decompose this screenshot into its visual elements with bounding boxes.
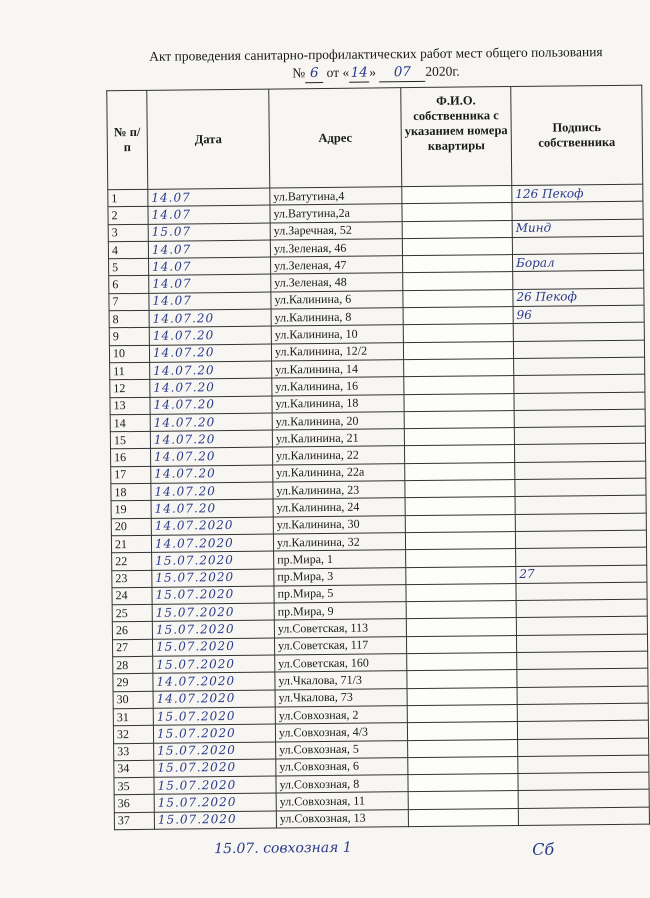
- row-address: ул.Калинина, 22а: [273, 463, 405, 482]
- row-number: 16: [111, 449, 151, 467]
- row-signature: [516, 617, 647, 636]
- row-date: 14.07: [149, 257, 271, 276]
- row-address: ул.Чкалова, 71/3: [275, 671, 407, 690]
- row-signature: [515, 478, 646, 497]
- row-signature: [514, 409, 645, 428]
- row-number: 13: [110, 397, 150, 415]
- row-address: пр.Мира, 3: [274, 567, 406, 586]
- row-number: 3: [108, 224, 148, 242]
- row-signature: [518, 755, 649, 774]
- row-number: 19: [111, 501, 151, 519]
- row-date: 14.07.20: [150, 378, 272, 397]
- row-fio: [404, 428, 514, 446]
- row-fio: [405, 462, 515, 480]
- row-address: ул.Совхозная, 4/3: [275, 723, 407, 742]
- row-signature: [517, 720, 648, 739]
- row-signature: [514, 392, 645, 411]
- row-number: 26: [112, 622, 152, 640]
- row-fio: [403, 307, 513, 325]
- row-number: 5: [109, 259, 149, 277]
- row-address: ул.Советская, 160: [275, 654, 407, 673]
- row-address: ул.Калинина, 14: [272, 360, 404, 379]
- row-date: 15.07.2020: [152, 638, 274, 657]
- row-fio: [408, 808, 518, 826]
- row-address: ул.Калинина, 20: [272, 412, 404, 431]
- row-number: 9: [109, 328, 149, 346]
- row-number: 21: [111, 535, 151, 553]
- row-date: 15.07.2020: [152, 603, 274, 622]
- row-signature: [513, 323, 644, 342]
- row-address: пр.Мира, 1: [274, 550, 406, 569]
- row-signature: Борал: [512, 253, 643, 272]
- row-address: пр.Мира, 9: [274, 602, 406, 621]
- row-fio: [408, 756, 518, 774]
- row-fio: [407, 722, 517, 740]
- row-signature: [515, 461, 646, 480]
- row-date: 14.07.2020: [153, 672, 275, 691]
- row-number: 4: [108, 241, 148, 259]
- row-fio: [406, 635, 516, 653]
- row-date: 15.07.2020: [153, 655, 275, 674]
- row-signature: [514, 374, 645, 393]
- act-month: 07: [379, 63, 425, 82]
- row-fio: [407, 687, 517, 705]
- row-address: ул.Калинина, 24: [273, 498, 405, 517]
- row-number: 22: [112, 553, 152, 571]
- row-number: 33: [114, 743, 154, 761]
- row-date: 14.07.20: [150, 430, 272, 449]
- row-signature: [516, 634, 647, 653]
- row-fio: [405, 514, 515, 532]
- row-number: 29: [113, 674, 153, 692]
- row-number: 17: [111, 466, 151, 484]
- row-signature: [515, 513, 646, 532]
- row-date: 14.07.20: [151, 465, 273, 484]
- row-fio: [404, 445, 514, 463]
- row-address: ул.Совхозная, 6: [276, 757, 408, 776]
- row-date: 15.07.2020: [153, 707, 275, 726]
- row-signature: [517, 651, 648, 670]
- row-fio: [408, 791, 518, 809]
- act-day: 14: [349, 64, 369, 83]
- row-fio: [402, 237, 512, 255]
- row-signature: [515, 495, 646, 514]
- row-number: 15: [110, 431, 150, 449]
- row-signature: [518, 790, 649, 809]
- row-number: 11: [110, 362, 150, 380]
- row-signature: 27: [516, 565, 647, 584]
- row-fio: [404, 376, 514, 394]
- row-address: ул.Калинина, 12/2: [271, 342, 403, 361]
- row-date: 14.07.2020: [151, 517, 273, 536]
- row-fio: [408, 774, 518, 792]
- row-number: 1: [108, 189, 148, 207]
- row-fio: [405, 480, 515, 498]
- row-signature: [518, 807, 649, 826]
- col-fio-header: Ф.И.О. собственника с указанием номера квартиры: [401, 87, 512, 187]
- row-date: 15.07.2020: [154, 793, 276, 812]
- row-signature: [515, 530, 646, 549]
- title-line-2: № 6 от «14» 07 2020г.: [96, 61, 650, 86]
- row-date: 14.07.20: [151, 482, 273, 501]
- row-date: 14.07.2020: [153, 690, 275, 709]
- row-date: 15.07.2020: [152, 586, 274, 605]
- row-fio: [407, 670, 517, 688]
- table-header-row: [107, 85, 643, 190]
- row-signature: [516, 547, 647, 566]
- row-address: ул.Советская, 117: [274, 636, 406, 655]
- row-date: 15.07.2020: [152, 551, 274, 570]
- row-fio: [408, 739, 518, 757]
- row-fio: [404, 358, 514, 376]
- row-address: ул.Зеленая, 48: [271, 273, 403, 292]
- row-number: 6: [109, 276, 149, 294]
- row-fio: [402, 255, 512, 273]
- row-date: 14.07: [149, 292, 271, 311]
- row-fio: [405, 531, 515, 549]
- row-date: 14.07.20: [149, 326, 271, 345]
- row-address: ул.Калинина, 6: [271, 290, 403, 309]
- row-number: 27: [112, 639, 152, 657]
- row-date: 15.07.2020: [154, 759, 276, 778]
- col-address-header: Адрес: [269, 88, 402, 188]
- row-address: ул.Совхозная, 13: [276, 809, 408, 828]
- row-number: 25: [112, 604, 152, 622]
- row-signature: 26 Пекоф: [513, 288, 644, 307]
- row-number: 30: [113, 691, 153, 709]
- row-date: 14.07.20: [149, 309, 271, 328]
- row-number: 24: [112, 587, 152, 605]
- row-fio: [403, 272, 513, 290]
- row-address: ул.Ватутина,4: [270, 187, 402, 206]
- row-date: 14.07.20: [151, 448, 273, 467]
- row-fio: [403, 289, 513, 307]
- row-address: ул.Калинина, 18: [272, 394, 404, 413]
- act-year: 2020г.: [425, 63, 460, 79]
- row-number: 36: [114, 795, 154, 813]
- act-number: 6: [305, 64, 323, 83]
- row-address: ул.Зеленая, 46: [270, 239, 402, 258]
- row-address: ул.Калинина, 23: [273, 481, 405, 500]
- row-address: ул.Совхозная, 5: [276, 740, 408, 759]
- row-number: 14: [110, 414, 150, 432]
- row-address: ул.Калинина, 22: [272, 446, 404, 465]
- row-address: ул.Совхозная, 11: [276, 792, 408, 811]
- row-date: 14.07: [149, 275, 271, 294]
- row-signature: Минд: [512, 219, 643, 238]
- row-signature: [517, 668, 648, 687]
- col-date-header: Дата: [147, 89, 270, 189]
- title-line-1: Акт проведения санитарно-профилактических работ мест общего пользования: [149, 44, 603, 64]
- footer-handwritten-note: 15.07. совхозная 1: [214, 839, 352, 858]
- row-address: ул.Совхозная, 8: [276, 775, 408, 794]
- row-signature: [512, 236, 643, 255]
- col-num-header: № п/п: [107, 90, 148, 189]
- row-date: 14.07: [148, 240, 270, 259]
- row-fio: [406, 566, 516, 584]
- row-date: 15.07.2020: [152, 569, 274, 588]
- row-signature: 126 Пекоф: [512, 184, 643, 203]
- row-date: 15.07: [148, 223, 270, 242]
- table-body: [108, 184, 650, 830]
- row-number: 2: [108, 207, 148, 225]
- row-address: ул.Ватутина,2а: [270, 204, 402, 223]
- row-number: 35: [114, 777, 154, 795]
- row-address: ул.Калинина, 8: [271, 308, 403, 327]
- row-signature: [514, 426, 645, 445]
- row-number: 34: [114, 760, 154, 778]
- row-date: 14.07.20: [150, 396, 272, 415]
- row-fio: [406, 618, 516, 636]
- row-signature: [512, 201, 643, 220]
- row-address: пр.Мира, 5: [274, 584, 406, 603]
- row-signature: [516, 582, 647, 601]
- row-fio: [407, 704, 517, 722]
- row-number: 10: [109, 345, 149, 363]
- row-number: 28: [113, 656, 153, 674]
- row-date: 14.07.2020: [151, 534, 273, 553]
- row-signature: [518, 772, 649, 791]
- row-signature: 96: [513, 305, 644, 324]
- row-fio: [403, 324, 513, 342]
- row-address: ул.Калинина, 32: [273, 533, 405, 552]
- row-fio: [402, 203, 512, 221]
- row-signature: [516, 599, 647, 618]
- row-signature: [513, 271, 644, 290]
- row-number: 20: [111, 518, 151, 536]
- row-date: 15.07.2020: [154, 742, 276, 761]
- row-number: 8: [109, 310, 149, 328]
- row-fio: [402, 186, 512, 204]
- row-date: 14.07: [148, 205, 270, 224]
- row-address: ул.Калинина, 10: [271, 325, 403, 344]
- row-date: 15.07.2020: [153, 724, 275, 743]
- row-date: 14.07.20: [151, 499, 273, 518]
- registry-table: [106, 85, 650, 831]
- row-fio: [403, 341, 513, 359]
- row-fio: [404, 410, 514, 428]
- row-date: 14.07.20: [150, 413, 272, 432]
- row-number: 23: [112, 570, 152, 588]
- row-signature: [513, 340, 644, 359]
- row-fio: [406, 583, 516, 601]
- row-number: 7: [109, 293, 149, 311]
- row-signature: [517, 703, 648, 722]
- row-date: 15.07.2020: [152, 620, 274, 639]
- row-fio: [406, 549, 516, 567]
- row-fio: [407, 653, 517, 671]
- row-address: ул.Калинина, 16: [272, 377, 404, 396]
- row-number: 18: [111, 483, 151, 501]
- row-signature: [518, 738, 649, 757]
- row-number: 32: [113, 726, 153, 744]
- row-signature: [514, 444, 645, 463]
- row-date: 14.07: [148, 188, 270, 207]
- row-date: 15.07.2020: [154, 776, 276, 795]
- row-address: ул.Заречная, 52: [270, 221, 402, 240]
- row-fio: [402, 220, 512, 238]
- row-fio: [404, 393, 514, 411]
- col-signature-header: Подпись собственника: [511, 85, 643, 185]
- row-fio: [405, 497, 515, 515]
- row-number: 37: [114, 812, 154, 830]
- row-address: ул.Советская, 113: [274, 619, 406, 638]
- row-date: 14.07.20: [149, 344, 271, 363]
- row-number: 31: [113, 708, 153, 726]
- row-date: 14.07.20: [150, 361, 272, 380]
- row-address: ул.Совхозная, 2: [275, 706, 407, 725]
- row-address: ул.Зеленая, 47: [271, 256, 403, 275]
- row-address: ул.Калинина, 21: [272, 429, 404, 448]
- row-address: ул.Калинина, 30: [273, 515, 405, 534]
- document-title: [96, 43, 650, 86]
- row-date: 15.07.2020: [154, 811, 276, 830]
- row-signature: [514, 357, 645, 376]
- footer-signature: Сб: [532, 839, 555, 859]
- row-signature: [517, 686, 648, 705]
- row-fio: [406, 601, 516, 619]
- row-number: 12: [110, 380, 150, 398]
- row-address: ул.Чкалова, 73: [275, 688, 407, 707]
